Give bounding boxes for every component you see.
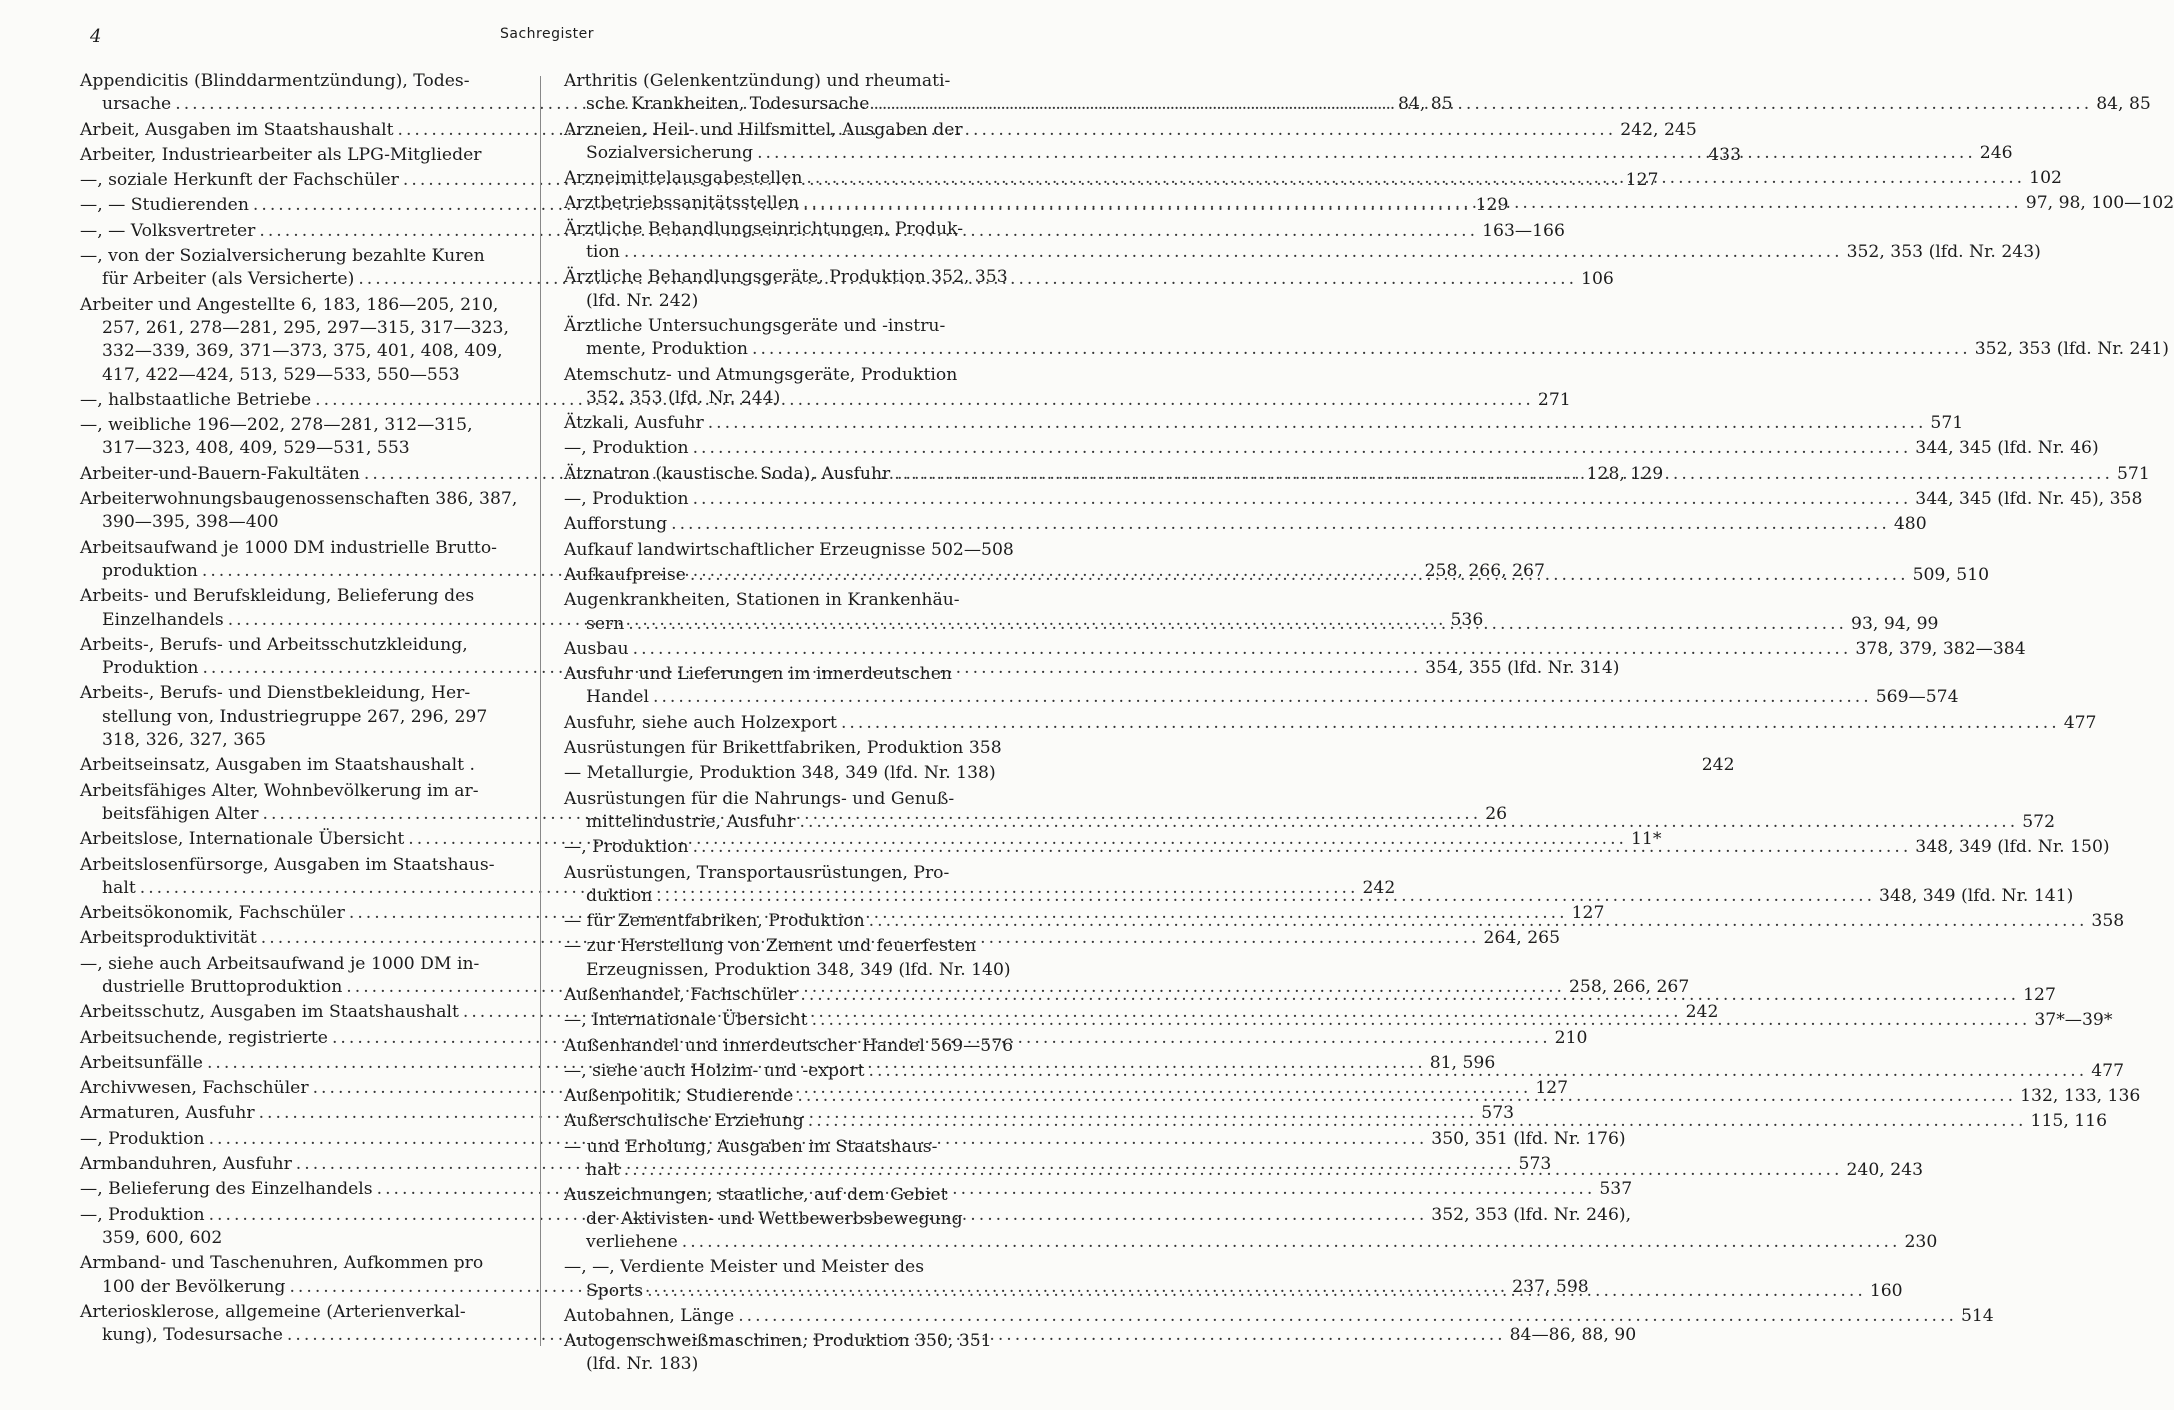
entry-text: Atemschutz- und Atmungsgeräte, Produktion bbox=[564, 364, 958, 385]
index-line bbox=[564, 488, 2143, 511]
page-reference: 26 bbox=[1485, 803, 1508, 824]
entry-text: Ausfuhr, siehe auch Holzexport bbox=[564, 712, 837, 733]
entry-text: — Metallurgie, Produktion 348, 349 (lfd. Nr. 138) bbox=[564, 763, 996, 784]
page-reference: 127 bbox=[1571, 903, 1605, 924]
dot-leader bbox=[806, 167, 2025, 190]
page-reference: 352, 353 (lfd. Nr. 243) bbox=[1846, 242, 2041, 263]
index-line bbox=[564, 1256, 994, 1279]
page-reference: 106 bbox=[1581, 269, 1614, 290]
index-line bbox=[80, 317, 516, 340]
entry-text: Auszeichnungen, staatliche, auf dem Gebiet bbox=[564, 1185, 948, 1206]
page-reference: 354, 355 (lfd. Nr. 314) bbox=[1425, 658, 1620, 679]
index-line bbox=[564, 93, 2151, 116]
page-reference: 129 bbox=[1475, 195, 1509, 216]
entry-text: —, siehe auch Arbeitsaufwand je 1000 DM in- bbox=[80, 953, 480, 974]
entry-text: Außenhandel und innerdeutscher Handel 569—576 bbox=[564, 1035, 1014, 1056]
page-reference: 242 bbox=[1701, 755, 1735, 776]
index-line bbox=[564, 788, 994, 811]
page-reference: 242 bbox=[1685, 1002, 1719, 1023]
entry-text: stellung von, Industriegruppe 267, 296, 297 bbox=[102, 706, 488, 727]
index-line bbox=[80, 340, 516, 363]
page-reference: 102 bbox=[2029, 168, 2062, 189]
entry-text: Aufforstung bbox=[564, 514, 668, 535]
entry-text: Ärztliche Behandlungseinrichtungen, Produk- bbox=[564, 218, 964, 239]
page-reference: 536 bbox=[1450, 609, 1484, 630]
index-entry bbox=[564, 638, 2026, 661]
entry-text: Handel bbox=[586, 687, 649, 708]
dot-leader bbox=[682, 1231, 1901, 1254]
entry-text: Arbeit, Ausgaben im Staatshaushalt bbox=[80, 119, 394, 140]
index-line bbox=[564, 959, 1011, 982]
entry-text: —, — Studierenden bbox=[80, 195, 249, 216]
page-reference: 127 bbox=[1535, 1078, 1569, 1099]
entry-text: sern bbox=[586, 613, 625, 634]
dot-leader bbox=[671, 513, 1890, 536]
entry-text: —, weibliche 196—202, 278—281, 312—315, bbox=[80, 415, 473, 436]
index-line bbox=[564, 712, 2097, 735]
index-line bbox=[564, 762, 994, 785]
page-reference: 37*—39* bbox=[2034, 1010, 2113, 1031]
entry-text: —, von der Sozialversicherung bezahlte Kuren bbox=[80, 246, 485, 267]
entry-text: mittelindustrie, Ausfuhr bbox=[586, 811, 796, 832]
page-reference: 480 bbox=[1893, 514, 1927, 535]
page-reference: 350, 351 (lfd. Nr. 176) bbox=[1431, 1128, 1626, 1149]
page-reference: 573 bbox=[1518, 1154, 1552, 1175]
dot-leader bbox=[799, 811, 2018, 834]
page-reference: 509, 510 bbox=[1912, 564, 1990, 585]
entry-text: Sozialversicherung bbox=[586, 142, 754, 163]
index-entry bbox=[564, 762, 994, 785]
entry-text: halt bbox=[102, 877, 136, 898]
entry-text: Arbeiterwohnungsbaugenossenschaften 386, 387, bbox=[80, 489, 518, 510]
dot-leader bbox=[656, 885, 1875, 908]
index-line bbox=[564, 1184, 994, 1207]
index-line bbox=[80, 414, 516, 437]
entry-text: sche Krankheiten, Todesursache bbox=[586, 94, 870, 115]
index-entry bbox=[564, 266, 1008, 313]
entry-text: Ausrüstungen für Brikettfabriken, Produktion 358 bbox=[564, 738, 1002, 759]
page-reference: 344, 345 (lfd. Nr. 45), 358 bbox=[1915, 489, 2143, 510]
entry-text: verliehene bbox=[586, 1231, 678, 1252]
page-reference: 97, 98, 100—102 bbox=[2025, 193, 2174, 214]
page-reference: 11* bbox=[1631, 829, 1662, 850]
entry-text: Aufkauf landwirtschaftlicher Erzeugnisse 502—508 bbox=[564, 539, 1014, 560]
page-reference: 240, 243 bbox=[1846, 1160, 1924, 1181]
page-reference: 210 bbox=[1554, 1027, 1588, 1048]
entry-text: Ätzkali, Ausfuhr bbox=[564, 413, 704, 434]
index-line bbox=[564, 663, 994, 686]
entry-text: (lfd. Nr. 183) bbox=[586, 1354, 699, 1375]
entry-text: Produktion bbox=[102, 658, 199, 679]
entry-text: Arbeitseinsatz, Ausgaben im Staatshaushalt . bbox=[80, 755, 475, 776]
entry-text: Arbeitsunfälle bbox=[80, 1052, 203, 1073]
page-reference: 81, 596 bbox=[1429, 1052, 1496, 1073]
index-line bbox=[80, 634, 516, 657]
index-entry bbox=[564, 513, 1927, 536]
entry-text: Einzelhandels bbox=[102, 609, 224, 630]
index-line bbox=[564, 266, 1008, 289]
entry-text: Ausfuhr und Lieferungen im innerdeutschen bbox=[564, 664, 952, 685]
page-reference: 84—86, 88, 90 bbox=[1509, 1325, 1637, 1346]
index-line bbox=[80, 364, 516, 387]
page-reference: 93, 94, 99 bbox=[1851, 613, 1939, 634]
index-entry bbox=[564, 437, 2099, 460]
dot-leader bbox=[757, 142, 1976, 165]
entry-text: Ärztliche Untersuchungsgeräte und -instru- bbox=[564, 315, 946, 336]
entry-text: —, soziale Herkunft der Fachschüler bbox=[80, 170, 399, 191]
dot-leader bbox=[690, 564, 1909, 587]
entry-text: Arzneimittelausgabestellen bbox=[564, 168, 803, 189]
entry-text: Armband- und Taschenuhren, Aufkommen pro bbox=[80, 1253, 484, 1274]
entry-text: Aufkaufpreise bbox=[564, 564, 686, 585]
index-line bbox=[80, 1227, 516, 1250]
page-reference: 537 bbox=[1599, 1179, 1633, 1200]
index-line bbox=[80, 729, 516, 752]
page-reference: 84, 85 bbox=[2096, 94, 2151, 115]
index-line bbox=[80, 780, 516, 803]
entry-text: Außenhandel, Fachschüler bbox=[564, 984, 797, 1005]
dot-leader bbox=[752, 338, 1971, 361]
page-reference: 571 bbox=[1930, 413, 1964, 434]
index-entry bbox=[80, 414, 516, 461]
index-entry bbox=[80, 682, 516, 752]
page-reference: 246 bbox=[1979, 142, 2013, 163]
page-reference: 433 bbox=[1708, 144, 1742, 165]
page-reference: 258, 266, 267 bbox=[1424, 560, 1545, 581]
index-line bbox=[564, 364, 994, 387]
dot-leader bbox=[808, 1110, 2027, 1133]
index-line bbox=[80, 437, 516, 460]
page-reference: 514 bbox=[1960, 1305, 1994, 1326]
page-reference: 237, 598 bbox=[1512, 1276, 1589, 1297]
entry-text: 100 der Bevölkerung bbox=[102, 1276, 286, 1297]
entry-text: — zur Herstellung von Zement und feuerfesten bbox=[564, 936, 977, 957]
index-entry bbox=[564, 935, 1011, 982]
index-line bbox=[564, 1208, 994, 1231]
index-line bbox=[564, 935, 994, 958]
index-line bbox=[564, 513, 1927, 536]
dot-leader bbox=[628, 613, 1847, 636]
page-reference: 572 bbox=[2022, 811, 2056, 832]
index-line bbox=[564, 387, 994, 410]
index-line bbox=[564, 862, 994, 885]
index-line bbox=[564, 412, 1964, 435]
dot-leader bbox=[738, 1305, 1957, 1328]
index-entry bbox=[564, 1330, 994, 1377]
index-line bbox=[80, 245, 516, 268]
page-reference: 348, 349 (lfd. Nr. 150) bbox=[1915, 837, 2110, 858]
index-line bbox=[80, 294, 516, 317]
index-line bbox=[564, 539, 1014, 562]
entry-text: 332—339, 369, 371—373, 375, 401, 408, 409, bbox=[102, 341, 503, 362]
entry-text: halt bbox=[586, 1160, 620, 1181]
entry-text: Arbeitsaufwand je 1000 DM industrielle Brutto- bbox=[80, 537, 497, 558]
index-line bbox=[564, 70, 994, 93]
page-reference: 358 bbox=[2091, 911, 2125, 932]
entry-text: Sports bbox=[586, 1280, 644, 1301]
dot-leader bbox=[624, 1159, 1843, 1182]
page-reference: 84, 85 bbox=[1397, 94, 1453, 115]
page-reference: 573 bbox=[1481, 1103, 1515, 1124]
dot-leader bbox=[647, 1280, 1866, 1303]
entry-text: Arbeiter-und-Bauern-Fakultäten bbox=[80, 463, 360, 484]
index-line bbox=[564, 241, 2041, 264]
page-reference: 258, 266, 267 bbox=[1569, 976, 1690, 997]
index-line bbox=[564, 290, 994, 313]
entry-text: Arteriosklerose, allgemeine (Arterienverkal- bbox=[80, 1301, 466, 1322]
entry-text: duktion bbox=[586, 885, 653, 906]
entry-text: 318, 326, 327, 365 bbox=[102, 730, 267, 751]
dot-leader bbox=[812, 1009, 2031, 1032]
entry-text: —, Produktion bbox=[564, 837, 689, 858]
index-line bbox=[564, 589, 994, 612]
index-entry bbox=[564, 364, 994, 411]
entry-text: Arbeitsuchende, registrierte bbox=[80, 1027, 328, 1048]
entry-text: Arbeitsökonomik, Fachschüler bbox=[80, 903, 345, 924]
dot-leader bbox=[803, 192, 2022, 215]
entry-text: 417, 422—424, 513, 529—533, 550—553 bbox=[102, 364, 460, 385]
page-reference: 352, 353 (lfd. Nr. 241) bbox=[1974, 339, 2170, 360]
page-reference: 378, 379, 382—384 bbox=[1855, 638, 2026, 659]
running-head: Sachregister bbox=[499, 26, 595, 42]
page-reference: 160 bbox=[1869, 1280, 1903, 1301]
page-reference: 477 bbox=[2091, 1060, 2125, 1081]
entry-text: beitsfähigen Alter bbox=[102, 803, 259, 824]
index-entry bbox=[564, 539, 1014, 562]
entry-text: Autogenschweißmaschinen, Produktion 350, 351 bbox=[564, 1331, 992, 1352]
dot-leader bbox=[797, 1085, 2016, 1108]
entry-text: Arbeits-, Berufs- und Arbeitsschutzkleidung, bbox=[80, 634, 468, 655]
entry-text: Armaturen, Ausfuhr bbox=[80, 1103, 255, 1124]
index-line bbox=[564, 437, 2099, 460]
page-reference: 115, 116 bbox=[2030, 1111, 2108, 1132]
index-line bbox=[564, 338, 2170, 361]
entry-text: Arzneien, Heil- und Hilfsmittel, Ausgaben der bbox=[564, 119, 963, 140]
entry-text: 257, 261, 278—281, 295, 297—315, 317—323, bbox=[102, 317, 509, 338]
entry-text: Archivwesen, Fachschüler bbox=[80, 1078, 309, 1099]
index-entry bbox=[564, 315, 2170, 362]
dot-leader bbox=[624, 241, 1843, 264]
page-reference: 127 bbox=[2023, 984, 2056, 1005]
entry-text: Ausrüstungen, Transportausrüstungen, Pro- bbox=[564, 862, 950, 883]
entry-text: Arbeits- und Berufskleidung, Belieferung des bbox=[80, 586, 475, 607]
page-reference: 128, 129 bbox=[1586, 463, 1664, 484]
index-line bbox=[564, 1330, 994, 1353]
entry-text: Arbeiter und Angestellte 6, 183, 186—205, 210, bbox=[80, 294, 499, 315]
entry-text: —, Produktion bbox=[80, 1204, 205, 1225]
dot-leader bbox=[800, 984, 2019, 1007]
entry-text: —, —, Verdiente Meister und Meister des bbox=[564, 1257, 925, 1278]
entry-text: —, Internationale Übersicht bbox=[564, 1010, 808, 1031]
index-line bbox=[564, 119, 994, 142]
column-divider bbox=[540, 76, 541, 1346]
index-line bbox=[80, 537, 516, 560]
index-entry bbox=[564, 412, 1964, 435]
index-line bbox=[564, 686, 1959, 709]
entry-text: 359, 600, 602 bbox=[102, 1227, 223, 1248]
page-reference: 264, 265 bbox=[1483, 928, 1561, 949]
page-reference: 242, 245 bbox=[1620, 119, 1697, 140]
index-line bbox=[80, 511, 516, 534]
entry-text: —, Produktion bbox=[564, 438, 689, 459]
index-line bbox=[564, 638, 2026, 661]
entry-text: Ätznatron (kaustische Soda), Ausfuhr bbox=[564, 463, 891, 484]
dot-leader bbox=[653, 686, 1872, 709]
entry-text: Arbeitslose, Internationale Übersicht bbox=[80, 829, 405, 850]
dot-leader bbox=[708, 412, 1927, 435]
entry-text: —, siehe auch Holzim- und -export bbox=[564, 1060, 865, 1081]
page-reference: 271 bbox=[1537, 389, 1571, 410]
entry-text: ursache bbox=[102, 94, 172, 115]
index-line bbox=[564, 315, 994, 338]
index-line bbox=[564, 1035, 1014, 1058]
entry-text: Armbanduhren, Ausfuhr bbox=[80, 1154, 292, 1175]
index-entry bbox=[564, 737, 1002, 760]
entry-text: Arbeitsschutz, Ausgaben im Staatshaushalt bbox=[80, 1002, 459, 1023]
entry-text: 317—323, 408, 409, 529—531, 553 bbox=[102, 438, 410, 459]
dot-leader bbox=[869, 910, 2088, 933]
entry-text: der Aktivisten- und Wettbewerbsbewegung bbox=[586, 1208, 963, 1229]
entry-text: Autobahnen, Länge bbox=[564, 1305, 735, 1326]
entry-text: Appendicitis (Blinddarmentzündung), Todes- bbox=[80, 71, 470, 91]
index-line bbox=[564, 1136, 994, 1159]
index-line bbox=[80, 953, 516, 976]
entry-text: Ärztliche Behandlungsgeräte, Produktion 352, 353 bbox=[564, 267, 1008, 288]
index-line bbox=[564, 1353, 994, 1376]
index-entry bbox=[564, 488, 2143, 511]
index-entry bbox=[80, 488, 516, 535]
page-reference: 230 bbox=[1904, 1231, 1938, 1252]
index-line bbox=[80, 1301, 516, 1324]
index-line bbox=[80, 682, 516, 705]
entry-text: Arbeiter, Industriearbeiter als LPG-Mitglieder bbox=[80, 144, 482, 165]
page-reference: 477 bbox=[2063, 712, 2097, 733]
index-entry bbox=[564, 1035, 1014, 1058]
entry-text: tion bbox=[586, 242, 620, 263]
index-entry bbox=[564, 70, 2151, 117]
entry-text: (lfd. Nr. 242) bbox=[586, 290, 699, 311]
dot-leader bbox=[693, 836, 1912, 859]
index-line bbox=[80, 488, 516, 511]
index-line bbox=[80, 70, 516, 93]
entry-text: Außerschulische Erziehung bbox=[564, 1111, 804, 1132]
entry-text: —, halbstaatliche Betriebe bbox=[80, 389, 312, 410]
index-line bbox=[80, 585, 516, 608]
dot-leader bbox=[869, 1060, 2088, 1083]
page-reference: 132, 133, 136 bbox=[2020, 1086, 2141, 1107]
index-line bbox=[564, 218, 994, 241]
entry-text: — und Erholung, Ausgaben im Staatshaus- bbox=[564, 1136, 938, 1157]
dot-leader bbox=[841, 712, 2060, 735]
dot-leader bbox=[894, 463, 2113, 486]
index-line bbox=[564, 1305, 1994, 1328]
entry-text: —, Belieferung des Einzelhandels bbox=[80, 1179, 373, 1200]
page-reference: 352, 353 (lfd. Nr. 246), bbox=[1431, 1204, 1632, 1225]
entry-text: Arbeitslosenfürsorge, Ausgaben im Staatshaus- bbox=[80, 854, 495, 875]
entry-text: mente, Produktion bbox=[586, 339, 748, 360]
index-line bbox=[80, 706, 516, 729]
entry-text: Ausbau bbox=[564, 638, 629, 659]
entry-text: Augenkrankheiten, Stationen in Krankenhäu- bbox=[564, 590, 960, 611]
index-line bbox=[80, 854, 516, 877]
dot-leader bbox=[693, 437, 1912, 460]
index-line bbox=[80, 1252, 516, 1275]
index-entry bbox=[564, 712, 2097, 735]
entry-text: Arbeitsfähiges Alter, Wohnbevölkerung im ar- bbox=[80, 780, 479, 801]
page-reference: 163—166 bbox=[1482, 220, 1565, 241]
page-reference: 571 bbox=[2116, 463, 2150, 484]
index-entry bbox=[80, 294, 516, 387]
entry-text: Arbeits-, Berufs- und Dienstbekleidung, Her- bbox=[80, 683, 471, 704]
entry-text: dustrielle Bruttoproduktion bbox=[102, 976, 343, 997]
entry-text: Arztbetriebssanitätsstellen bbox=[564, 193, 800, 214]
entry-text: Arthritis (Gelenkentzündung) und rheumati- bbox=[564, 71, 951, 91]
page-reference: 569—574 bbox=[1875, 687, 1959, 708]
entry-text: 390—395, 398—400 bbox=[102, 512, 279, 533]
page-number: 4 bbox=[90, 26, 102, 47]
entry-text: Außenpolitik, Studierende bbox=[564, 1086, 794, 1107]
entry-text: für Arbeiter (als Versicherte) bbox=[102, 269, 355, 290]
entry-text: Arbeitsproduktivität bbox=[80, 928, 257, 949]
page-reference: 127 bbox=[1625, 170, 1659, 191]
entry-text: — für Zementfabriken, Produktion bbox=[564, 911, 865, 932]
page-reference: 348, 349 (lfd. Nr. 141) bbox=[1879, 885, 2074, 906]
dot-leader bbox=[873, 93, 2092, 116]
entry-text: Erzeugnissen, Produktion 348, 349 (lfd. Nr. 140) bbox=[586, 959, 1011, 980]
entry-text: —, Produktion bbox=[80, 1128, 205, 1149]
entry-text: —, — Volksvertreter bbox=[80, 220, 256, 241]
index-line bbox=[564, 737, 1002, 760]
dot-leader bbox=[693, 488, 1912, 511]
index-entry bbox=[564, 1305, 1994, 1328]
entry-text: —, Produktion bbox=[564, 489, 689, 510]
index-line bbox=[564, 1231, 1938, 1254]
page-reference: 344, 345 (lfd. Nr. 46) bbox=[1915, 438, 2099, 459]
entry-text: 352, 353 (lfd. Nr. 244) bbox=[586, 387, 781, 408]
entry-text: kung), Todesursache bbox=[102, 1325, 283, 1346]
entry-text: produktion bbox=[102, 560, 198, 581]
dot-leader bbox=[633, 638, 1852, 661]
page-reference: 242 bbox=[1362, 877, 1396, 898]
entry-text: Ausrüstungen für die Nahrungs- und Genuß- bbox=[564, 788, 955, 809]
